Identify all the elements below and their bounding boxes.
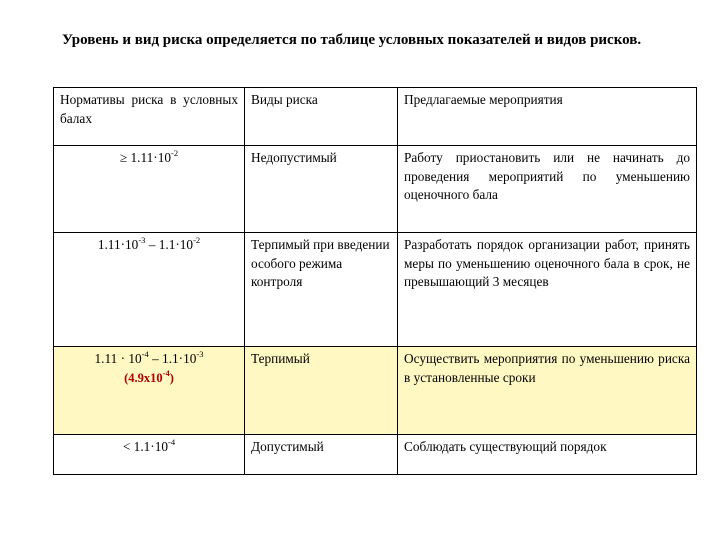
risk-norm-exponent-b: -3 <box>196 349 204 359</box>
table-row <box>54 435 697 475</box>
risk-norm-value-a: 1.11·10 <box>97 237 139 252</box>
table-row-highlighted <box>54 347 697 435</box>
risk-norm-value: < 1.1·10 <box>122 439 169 454</box>
risk-norm-value: ≥ 1.11·10 <box>119 150 172 165</box>
risk-norm-value-b: – 1.1·10 <box>145 237 194 252</box>
page-title: Уровень и вид риска определяется по таблице условных показателей и видов рисков. <box>62 32 642 48</box>
risk-norm-value-a: 1.11 · 10 <box>94 351 142 366</box>
risk-norm-value-b: – 1.1·10 <box>148 351 197 366</box>
table-header-row <box>54 88 697 146</box>
risk-measures-cell: Работу приостановить или не начинать до проведения мероприятий по уменьшению оценочного бала <box>398 146 697 233</box>
risk-norm-cell <box>54 435 245 475</box>
risk-norm-exponent-b: -2 <box>193 235 201 245</box>
risk-estimate-exponent: -4 <box>162 367 170 378</box>
risk-norm-exponent: -4 <box>168 437 176 447</box>
risk-measures-cell: Соблюдать существующий порядок <box>398 435 697 475</box>
risk-norm-exponent: -2 <box>171 148 179 158</box>
header-risk-type: Виды риска <box>245 88 398 146</box>
risk-norm-exponent-a: -3 <box>138 235 146 245</box>
risk-measures-cell: Разработать порядок организации работ, принять меры по уменьшению оценочного бала в срок, не превышающий 3 месяцев <box>398 233 697 347</box>
risk-norm-cell <box>54 146 245 233</box>
risk-norm-exponent-a: -4 <box>141 349 149 359</box>
risk-type-cell: Недопустимый <box>245 146 398 233</box>
risk-norm-cell <box>54 233 245 347</box>
header-norms: Нормативы риска в условных балах <box>54 88 245 146</box>
risk-type-cell: Терпимый при введении особого режима контроля <box>245 233 398 347</box>
risk-table <box>53 87 697 475</box>
risk-norm-range <box>60 350 238 369</box>
header-measures: Предлагаемые мероприятия <box>398 88 697 146</box>
risk-type-cell: Терпимый <box>245 347 398 435</box>
risk-norm-cell <box>54 347 245 435</box>
risk-measures-cell: Осуществить мероприятия по уменьшению риска в установленные сроки <box>398 347 697 435</box>
risk-estimate-note <box>60 369 238 388</box>
risk-estimate-close: ) <box>169 370 174 385</box>
risk-estimate-value: (4.9х10 <box>124 370 163 385</box>
table-row <box>54 146 697 233</box>
risk-type-cell: Допустимый <box>245 435 398 475</box>
table-row <box>54 233 697 347</box>
